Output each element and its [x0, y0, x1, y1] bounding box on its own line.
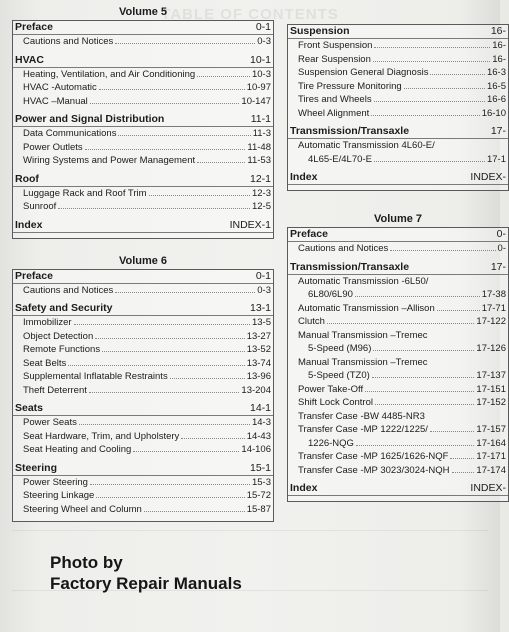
leader-dots [85, 149, 246, 150]
toc-entry-page: 17-174 [476, 464, 506, 476]
toc-entry-label: Remote Functions [23, 344, 101, 355]
toc-entry [288, 356, 508, 370]
toc-entry [13, 187, 273, 201]
toc-section [13, 173, 273, 214]
toc-entry [288, 450, 508, 464]
toc-section [13, 302, 273, 397]
toc-entry-page: 11-53 [247, 155, 271, 166]
toc-entry-page: 13-5 [251, 317, 271, 328]
toc-entry-label: Shift Lock Control [298, 397, 373, 408]
toc-entry-label: Wheel Alignment [298, 107, 370, 119]
photo-credit-watermark [50, 552, 242, 594]
toc-entry [288, 93, 508, 107]
leader-dots [115, 43, 255, 44]
toc-entry-page: 11-3 [252, 128, 271, 139]
section-page: 15-1 [249, 461, 271, 474]
section-heading [13, 462, 273, 476]
toc-entry-label: HVAC -Automatic [23, 82, 97, 93]
toc-entry-label: Clutch [298, 316, 325, 327]
section-page: INDEX-1 [229, 218, 271, 231]
volume5-toc [12, 20, 274, 239]
leader-dots [89, 392, 240, 393]
section-page: 0-1 [255, 269, 271, 282]
leader-dots [390, 250, 495, 251]
toc-entry-label: Manual Transmission –Tremec [298, 356, 428, 368]
toc-entry-label: Cautions and Notices [23, 284, 114, 296]
toc-section [13, 54, 273, 109]
toc-entry [13, 416, 273, 430]
toc-entry-label: Transfer Case -MP 3023/3024-NQH [298, 464, 450, 476]
section-title: Index [290, 482, 318, 494]
toc-entry-label: 1226-NQG [308, 437, 354, 449]
toc-entry [13, 68, 273, 82]
leader-dots [371, 115, 479, 116]
section-heading [13, 54, 273, 68]
section-heading [288, 261, 508, 275]
toc-entry-page: 17-137 [476, 370, 506, 381]
toc-entry [288, 329, 508, 343]
leader-dots [374, 101, 485, 102]
toc-entry-label: Tire Pressure Monitoring [298, 80, 402, 92]
toc-entry-label: Transfer Case -BW 4485-NR3 [298, 410, 425, 422]
toc-entry-page: 13-27 [246, 330, 271, 342]
leader-dots [373, 350, 474, 351]
section-title: Preface [290, 228, 328, 240]
toc-entry-page: 13-204 [241, 384, 271, 396]
leader-dots [327, 323, 474, 324]
toc-entry-page: 15-87 [246, 503, 271, 515]
volume6-block [12, 245, 274, 523]
leader-dots [115, 292, 255, 293]
toc-entry [13, 127, 273, 141]
toc-entry-page: 17-71 [481, 302, 506, 314]
section-title: Index [290, 171, 318, 183]
toc-entry [13, 370, 273, 384]
toc-entry [288, 80, 508, 94]
leader-dots [356, 445, 474, 446]
toc-entry [288, 139, 508, 153]
toc-entry-label: Power Take-Off [298, 383, 364, 395]
toc-entry-page: 0-3 [257, 36, 271, 47]
toc-entry-label: Tires and Wheels [298, 94, 372, 105]
leader-dots [373, 61, 490, 62]
toc-entry-label: Immobilizer [23, 317, 72, 328]
leader-dots [450, 458, 474, 459]
toc-entry-label: Wiring Systems and Power Management [23, 155, 196, 166]
section-title: Power and Signal Distribution [15, 113, 165, 125]
toc-entry-label: 6L80/6L90 [308, 289, 353, 300]
volume7-title: Volume 7 [373, 213, 423, 225]
toc-entry-label: Data Communications [23, 128, 117, 139]
section-heading [288, 25, 508, 39]
toc-entry [13, 316, 273, 330]
toc-entry-label: 4L65-E/4L70-E [308, 153, 372, 165]
toc-entry [13, 154, 273, 168]
leader-dots [374, 47, 490, 48]
toc-entry-page: 10-147 [241, 95, 271, 107]
section-title: Transmission/Transaxle [290, 260, 410, 273]
toc-section [288, 482, 508, 496]
section-page: 17- [490, 125, 506, 137]
toc-entry-page: 0- [497, 243, 506, 254]
toc-entry-label: Automatic Transmission -6L50/ [298, 275, 429, 287]
section-title: Suspension [290, 25, 350, 37]
leader-dots [197, 76, 250, 77]
toc-entry-page: 16- [492, 40, 506, 51]
section-page: 16- [490, 25, 506, 37]
toc-entry-label: Transfer Case -MP 1625/1626-NQF [298, 451, 449, 462]
toc-entry-page: 17-157 [476, 424, 506, 435]
section-title: Steering [15, 461, 58, 474]
toc-entry-page: 17-38 [481, 289, 506, 300]
toc-entry [288, 66, 508, 80]
toc-entry [13, 489, 273, 503]
watermark-line2: Factory Repair Manuals [50, 574, 242, 593]
leader-dots [74, 324, 250, 325]
toc-entry-label: Rear Suspension [298, 53, 371, 65]
leader-dots [404, 88, 485, 89]
toc-entry-page: 16-6 [486, 94, 506, 105]
leader-dots [170, 378, 245, 379]
section-title: Seats [15, 402, 44, 414]
toc-entry [13, 503, 273, 517]
toc-entry-page: 17-1 [486, 153, 506, 165]
toc-entry-label: Steering Wheel and Column [23, 503, 142, 515]
toc-entry-page: 15-72 [246, 490, 271, 501]
leader-dots [90, 484, 250, 485]
toc-entry-label: Seat Heating and Cooling [23, 444, 132, 455]
section-page: 17- [490, 260, 506, 273]
leader-dots [58, 208, 250, 209]
toc-entry [288, 275, 508, 289]
toc-entry [13, 330, 273, 344]
leader-dots [90, 103, 240, 104]
section-title: Safety and Security [15, 302, 113, 314]
volume4-continued-toc [287, 24, 509, 191]
toc-entry-label: Sunroof [23, 201, 57, 212]
leader-dots [133, 451, 239, 452]
section-page: 0- [496, 228, 506, 240]
toc-entry-page: 16-5 [486, 80, 506, 92]
toc-section [288, 261, 508, 478]
leader-dots [118, 135, 250, 136]
toc-entry [288, 53, 508, 67]
toc-entry-label: Cautions and Notices [298, 243, 389, 254]
section-heading [13, 113, 273, 127]
section-page: 10-1 [249, 53, 271, 66]
left-column [12, 0, 274, 522]
toc-entry-page: 16- [492, 53, 506, 65]
leader-dots [437, 310, 480, 311]
section-heading [13, 173, 273, 187]
toc-entry-label: HVAC –Manual [23, 95, 88, 107]
toc-entry-page: 17-122 [476, 316, 506, 327]
toc-entry [288, 39, 508, 53]
toc-entry [288, 315, 508, 329]
leader-dots [375, 404, 474, 405]
toc-entry-page: 17-171 [476, 451, 506, 462]
toc-entry-page: 11-48 [247, 141, 271, 153]
toc-section [13, 462, 273, 517]
leader-dots [144, 511, 245, 512]
section-title: Index [15, 218, 43, 231]
toc-entry [13, 430, 273, 444]
toc-entry [288, 302, 508, 316]
right-column [287, 0, 506, 502]
toc-entry-label: Seat Hardware, Trim, and Upholstery [23, 430, 180, 442]
volume5-block [12, 0, 274, 239]
leader-dots [365, 391, 474, 392]
toc-section [13, 270, 273, 298]
volume6-toc [12, 269, 274, 523]
toc-entry [288, 369, 508, 383]
toc-entry-label: Steering Linkage [23, 490, 95, 501]
leader-dots [372, 377, 475, 378]
toc-entry [288, 383, 508, 397]
toc-entry [288, 423, 508, 437]
toc-entry-page: 13-96 [246, 371, 271, 382]
toc-section [13, 219, 273, 233]
section-title: Transmission/Transaxle [290, 125, 410, 137]
toc-section [288, 228, 508, 256]
toc-entry-page: 10-3 [251, 68, 271, 80]
toc-entry [13, 443, 273, 457]
toc-entry [288, 396, 508, 410]
toc-entry-page: 17-164 [476, 437, 506, 449]
toc-entry-label: 5-Speed (M96) [308, 343, 372, 354]
toc-entry-page: 0-3 [257, 284, 271, 296]
section-title: Preface [15, 21, 53, 33]
toc-entry [13, 95, 273, 109]
toc-entry [13, 81, 273, 95]
toc-entry-page: 17-151 [476, 383, 506, 395]
toc-entry-page: 12-5 [251, 201, 271, 212]
toc-entry-label: Suspension General Diagnosis [298, 67, 429, 78]
section-page: 13-1 [249, 302, 271, 314]
toc-section [13, 402, 273, 457]
volume7-toc [287, 227, 509, 502]
toc-entry-label: Transfer Case -MP 1222/1225/ [298, 424, 428, 435]
toc-entry [288, 464, 508, 478]
toc-entry-label: Automatic Transmission –Allison [298, 302, 435, 314]
toc-entry [13, 200, 273, 214]
toc-entry [288, 153, 508, 167]
section-heading [13, 402, 273, 416]
section-heading [13, 219, 273, 233]
toc-entry-label: Front Suspension [298, 40, 373, 51]
toc-entry [288, 288, 508, 302]
toc-entry [13, 284, 273, 298]
section-page: INDEX- [470, 482, 506, 494]
leader-dots [452, 472, 475, 473]
section-heading [13, 270, 273, 284]
toc-entry-page: 17-126 [476, 343, 506, 354]
toc-entry [13, 141, 273, 155]
section-title: Roof [15, 172, 39, 185]
toc-entry-page: 16-10 [481, 107, 506, 119]
leader-dots [430, 74, 485, 75]
toc-entry [288, 410, 508, 424]
toc-entry [13, 343, 273, 357]
leader-dots [68, 365, 244, 366]
leader-dots [95, 338, 244, 339]
leader-dots [355, 296, 480, 297]
toc-entry-page: 14-3 [251, 417, 271, 428]
section-heading [288, 482, 508, 496]
leader-dots [149, 195, 250, 196]
watermark-line1: Photo by [50, 553, 123, 572]
toc-entry-label: Seat Belts [23, 357, 67, 369]
section-heading [288, 125, 508, 139]
section-page: 12-1 [249, 172, 271, 185]
section-title: HVAC [15, 53, 44, 66]
toc-entry-label: Automatic Transmission 4L60-E/ [298, 140, 435, 151]
section-heading [13, 302, 273, 316]
section-title: Preface [15, 269, 53, 282]
leader-dots [79, 424, 250, 425]
toc-entry-label: Power Steering [23, 476, 88, 488]
toc-entry [13, 357, 273, 371]
toc-entry-page: 13-52 [246, 344, 271, 355]
toc-entry-page: 10-97 [246, 82, 271, 93]
volume6-title: Volume 6 [118, 254, 168, 267]
leader-dots [96, 497, 244, 498]
toc-section [288, 25, 508, 120]
section-heading [13, 21, 273, 35]
toc-entry-label: 5-Speed (TZ0) [308, 370, 370, 381]
toc-entry-page: 17-152 [476, 397, 506, 408]
leader-dots [99, 89, 245, 90]
toc-entry-page: 15-3 [251, 476, 271, 488]
toc-entry [13, 476, 273, 490]
toc-entry-page: 14-43 [246, 430, 271, 442]
toc-entry-page: 16-3 [486, 67, 506, 78]
toc-entry-label: Power Seats [23, 417, 77, 428]
toc-section [13, 21, 273, 49]
volume5-title: Volume 5 [118, 6, 168, 18]
toc-entry-page: 12-3 [251, 187, 271, 199]
section-heading [288, 171, 508, 185]
section-page: INDEX- [470, 171, 506, 183]
section-page: 0-1 [255, 21, 271, 33]
divider [12, 530, 488, 531]
toc-entry-label: Power Outlets [23, 141, 83, 153]
leader-dots [197, 162, 245, 163]
section-page: 14-1 [249, 402, 271, 414]
section-heading [288, 228, 508, 242]
section-page: 11-1 [250, 113, 271, 125]
toc-section [288, 171, 508, 185]
toc-entry [288, 107, 508, 121]
toc-entry-label: Cautions and Notices [23, 36, 114, 47]
toc-section [13, 113, 273, 168]
toc-entry-label: Manual Transmission –Tremec [298, 329, 428, 341]
toc-entry-label: Object Detection [23, 330, 94, 342]
toc-entry [13, 384, 273, 398]
toc-entry [13, 35, 273, 49]
toc-entry-label: Luggage Rack and Roof Trim [23, 187, 147, 199]
leader-dots [430, 431, 475, 432]
leader-dots [181, 438, 244, 439]
toc-entry-label: Heating, Ventilation, and Air Conditioning [23, 68, 196, 80]
leader-dots [102, 351, 245, 352]
toc-section [288, 125, 508, 166]
toc-entry [288, 437, 508, 451]
leader-dots [374, 161, 485, 162]
toc-entry-page: 14-106 [241, 444, 271, 455]
ghost-title: TABLE OF CONTENTS [161, 6, 339, 23]
toc-entry-label: Supplemental Inflatable Restraints [23, 371, 168, 382]
toc-entry-label: Theft Deterrent [23, 384, 87, 396]
toc-entry-page: 13-74 [246, 357, 271, 369]
toc-entry [288, 342, 508, 356]
toc-entry [288, 242, 508, 256]
